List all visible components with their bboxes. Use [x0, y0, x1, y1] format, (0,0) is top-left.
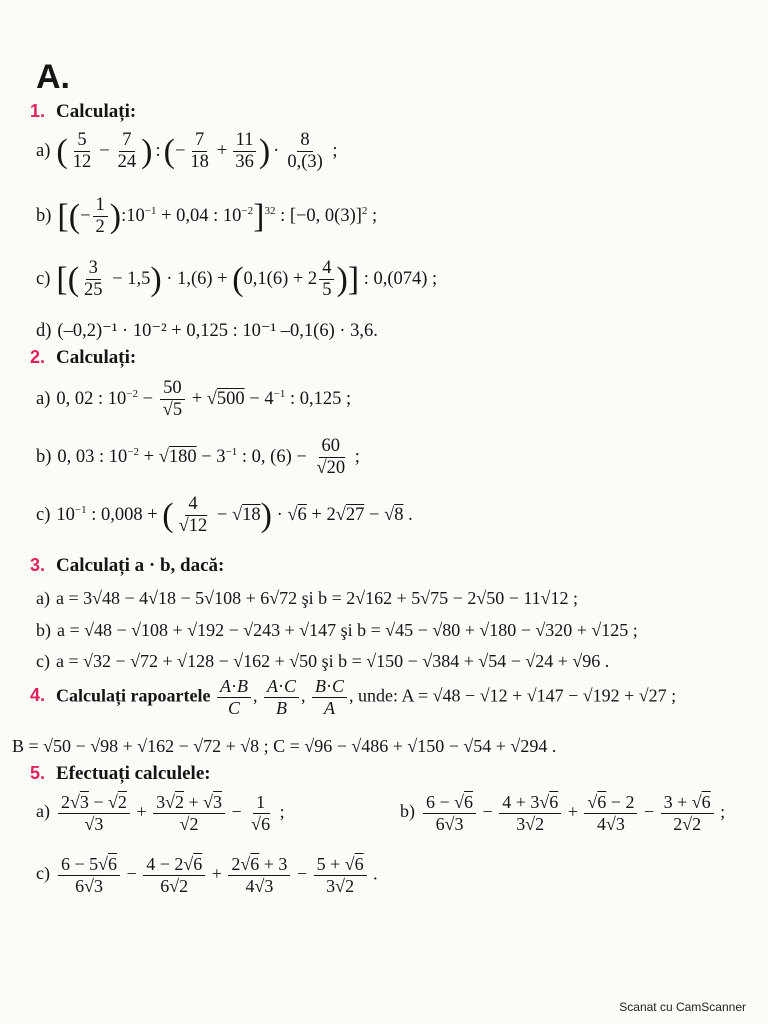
exercise-5c: c) $\frac{6 - 5√6}{6√3}$ − $\frac{4 - 2√6}{6√2}$ + $\frac{2√6 + 3}{4√3}$ − $\frac{5 + √6}{3√2}$ .	[36, 854, 378, 896]
exercise-1d: d) (–0,2)⁻¹ · 10⁻² + 0,125 : 10⁻¹ –0,1(6) · 3,6.	[36, 321, 378, 341]
exercise-2c: c) $10^{-1}$ : 0,008 + ( $\frac{4}{√12}$ − √18) · √6 + 2√27 − √8 .	[36, 494, 413, 537]
exercise-2a: a) 0, 02 : $10^{-2}$ − $\frac{50}{√5}$ + $√500 - 4^{-1}$ : 0,125 ;	[36, 378, 352, 421]
exercise-number: 4.	[30, 685, 46, 706]
exercise-1-title: 1. Calculați:	[30, 101, 137, 122]
exercise-1b: b) [(− $\frac{1}{2}$ )$:10^{-1} + 0,04$ : $10^{-2}]^{32}$ : [−0, 0(3)]$^2$ ;	[36, 195, 378, 238]
exercise-5-title: 5. Efectuați calculele:	[30, 763, 211, 784]
exercise-3b: b) a = √48 − √108 + √192 − √243 + √147 şi b = √45 − √80 + √180 − √320 + √125 ;	[36, 620, 638, 640]
exercise-5b: b) $\frac{6 - √6}{6√3}$ − $\frac{4 + 3√6}{3√2}$ + $\frac{√6 - 2}{4√3}$ − $\frac{3 + √6}{2√2}$ ;	[400, 792, 726, 834]
exercise-2-title: 2. Calculați:	[30, 347, 137, 368]
section-heading: A.	[36, 58, 70, 96]
exercise-1a: a) ( $\frac{5}{12}$ − $\frac{7}{24}$ ) :(− $\frac{7}{18}$ + $\frac{11}{36}$ ) · $\frac{8}{0,(3)}$ ;	[36, 130, 338, 173]
exercise-4: 4. Calculați rapoartele $\frac{A\cdot B}{C}$ , $\frac{A\cdot C}{B}$ , $\frac{B\cdot C}{A}$ , unde: A = √48 − √12 + √147 − √192 + √27 ;	[30, 676, 677, 718]
exercise-number: 3.	[30, 555, 46, 575]
exercise-3a: a) a = 3√48 − 4√18 − 5√108 + 6√72 şi b = 2√162 + 5√75 − 2√50 − 11√12 ;	[36, 588, 579, 608]
scanner-watermark: Scanat cu CamScanner	[619, 1000, 746, 1014]
exercise-3c: c) a = √32 − √72 + √128 − √162 + √50 şi b = √150 − √384 + √54 − √24 + √96 .	[36, 651, 610, 671]
exercise-number: 5.	[30, 763, 46, 783]
exercise-number: 1.	[30, 101, 46, 121]
exercise-4-definitions: B = √50 − √98 + √162 − √72 + √8 ; C = √96 − √486 + √150 − √54 + √294 .	[12, 736, 557, 756]
exercise-2b: b) 0, 03 : $10^{-2} + √180 - 3^{-1}$ : 0, (6) − $\frac{60}{√20}$ ;	[36, 436, 360, 479]
exercise-number: 2.	[30, 347, 46, 367]
exercise-3-title: 3. Calculați a · b, dacă:	[30, 555, 225, 576]
exercise-1c: c) [( $\frac{3}{25}$ − 1,5) · 1,(6) + (0,1(6) + 2 $\frac{4}{5}$ )] : 0,(074) ;	[36, 258, 438, 301]
exercise-5a: a) $\frac{2√3 - √2}{√3}$ + $\frac{3√2 + √3}{√2}$ − $\frac{1}{√6}$ ;	[36, 792, 285, 834]
